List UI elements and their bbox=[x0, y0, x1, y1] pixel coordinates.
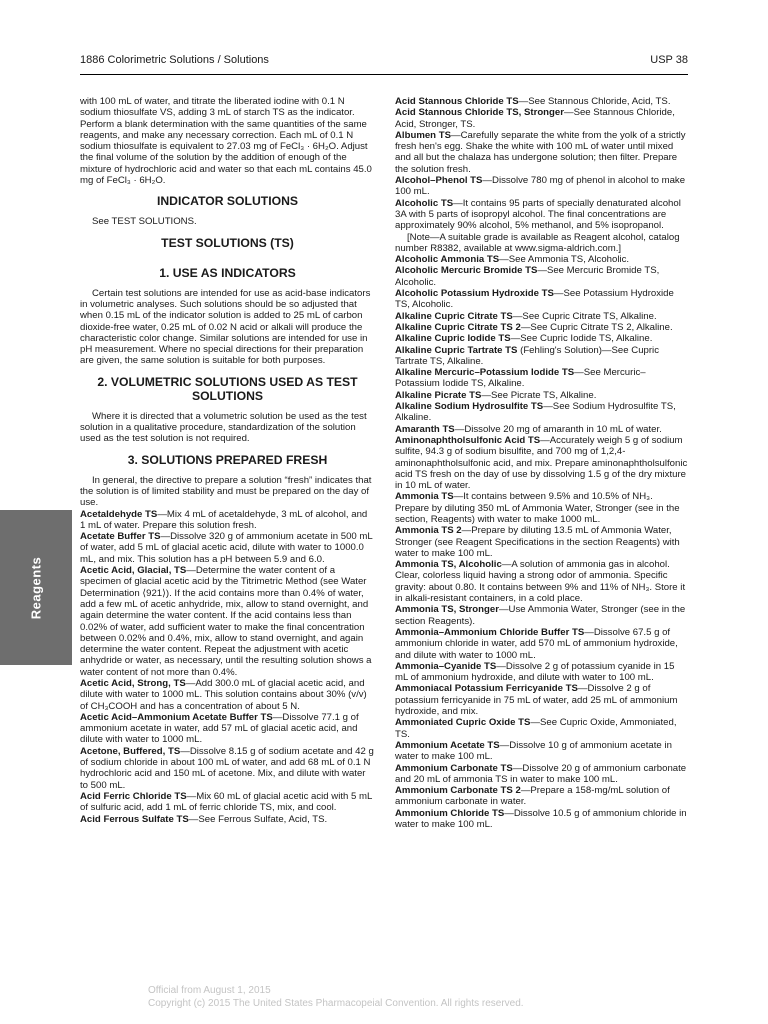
reagent-name: Ammonia–Ammonium Chloride Buffer TS bbox=[395, 626, 585, 638]
reagent-description: —See Cupric Iodide TS, Alkaline. bbox=[510, 333, 653, 345]
reagent-entry bbox=[395, 424, 688, 435]
reagent-entry bbox=[395, 683, 688, 717]
reagent-name: Alkaline Cupric Citrate TS 2 bbox=[395, 321, 521, 333]
body-paragraph: Where it is directed that a volumetric solution be used as the test solution in a qualitative procedure, standardization of the solution used as the test solution is not required. bbox=[80, 410, 367, 445]
reagent-description: —Dissolve 77.1 g of ammonium acetate in water, add 57 mL of glacial acetic acid, and dilute with water to 1000 mL. bbox=[80, 711, 359, 746]
body-paragraph: See TEST SOLUTIONS. bbox=[92, 216, 197, 228]
reagent-entry bbox=[395, 740, 688, 763]
reagent-entry bbox=[395, 322, 688, 333]
section-heading: 1. USE AS INDICATORS bbox=[159, 265, 296, 280]
reagent-description: —Prepare a 158-mg/mL solution of ammonium carbonate in water. bbox=[395, 785, 670, 808]
reagent-name: Acid Ferric Chloride TS bbox=[80, 790, 187, 802]
reagent-name: Ammonium Acetate TS bbox=[395, 739, 500, 751]
section-heading: TEST SOLUTIONS (TS) bbox=[161, 235, 294, 250]
reagent-name: Ammoniacal Potassium Ferricyanide TS bbox=[395, 683, 578, 695]
reagent-entry bbox=[395, 525, 688, 559]
reagent-description: —See Mercuric Bromide TS, Alcoholic. bbox=[395, 265, 660, 288]
reagent-entry bbox=[395, 763, 688, 786]
reagent-description: —Add 300.0 mL of glacial acetic acid, and dilute with water to 1000 mL. This solution contains about 30% (v/v) of CH₃COOH and has a concentration of about 5 N. bbox=[80, 677, 367, 712]
reagent-name: Alcoholic Potassium Hydroxide TS bbox=[395, 288, 554, 300]
reagent-name: Alkaline Picrate TS bbox=[395, 389, 482, 401]
reagent-description: —Mix 4 mL of acetaldehyde, 3 mL of alcohol, and 1 mL of water. Prepare this solution fresh. bbox=[80, 508, 368, 531]
reagent-name: Acetic Acid, Strong, TS bbox=[80, 677, 186, 689]
reagent-entry bbox=[395, 333, 688, 344]
reagent-description: —See Stannous Chloride, Acid, TS. bbox=[518, 96, 671, 107]
reagent-name: Alkaline Cupric Tartrate TS bbox=[395, 344, 518, 356]
reagent-description: —See Potassium Hydroxide TS, Alcoholic. bbox=[395, 288, 674, 311]
reagent-description: —See Picrate TS, Alkaline. bbox=[481, 389, 597, 401]
reagent-name: Alcoholic TS bbox=[395, 197, 454, 209]
publication-label: USP 38 bbox=[650, 54, 688, 66]
reagent-name: Acid Stannous Chloride TS, Stronger bbox=[395, 107, 564, 119]
reagent-entry bbox=[395, 401, 688, 424]
reagent-description: —Dissolve 10.5 g of ammonium chloride in water to make 100 mL. bbox=[395, 807, 687, 830]
reagent-entry bbox=[395, 311, 688, 322]
reagent-description: —Determine the water content of a specimen of glacial acetic acid by the Titrimetric Method (see Water Determination ⟨921⟩). If the acid contains more than 0.4% of water, add a few mL of acetic anhydride, mix, allow to stand overnight, and again determine the water content. If the acid contains less than 0.02% of water, add sufficient water to make the final concentration between 0.02% and 0.4%, mix, allow to stand overnight, and again determine the water content. Repeat the adjustment with acetic anhydride or water, as necessary, until the resulting solution shows a water content of not more than 0.4%. bbox=[80, 565, 372, 678]
reagent-name: Ammoniated Cupric Oxide TS bbox=[395, 717, 531, 729]
reagent-entry bbox=[80, 791, 375, 814]
reagent-description: —Mix 60 mL of glacial acetic acid with 5 mL of sulfuric acid, add 1 mL of ferric chloride TS, mix, and cool. bbox=[80, 790, 372, 814]
body-paragraph: [Note—A suitable grade is available as Reagent alcohol, catalog number R8382, available at www.sigma-aldrich.com.] bbox=[395, 231, 680, 254]
reagent-description: —Dissolve 20 mg of amaranth in 10 mL of water. bbox=[454, 423, 662, 435]
reagent-entry bbox=[395, 265, 688, 288]
reagent-entry bbox=[395, 345, 688, 368]
reagent-name: Alcoholic Ammonia TS bbox=[395, 254, 500, 266]
body-paragraph: In general, the directive to prepare a solution “fresh” indicates that the solution is of limited stability and must be prepared on the day of use. bbox=[80, 474, 372, 509]
reagent-name: Alcohol–Phenol TS bbox=[395, 175, 483, 187]
reagent-entry bbox=[80, 531, 375, 565]
reagent-name: Aminonaphtholsulfonic Acid TS bbox=[395, 434, 541, 446]
reagent-description: —A solution of ammonia gas in alcohol. Clear, colorless liquid having a strong odor of ammonia. Specific gravity: about 0.80. It contains between 9% and 11% of NH₃. Store it in alkali-resistant containers, in a cold place. bbox=[395, 559, 686, 605]
reagent-description: —Accurately weigh 5 g of sodium sulfite, 94.3 g of sodium bisulfite, and 700 mg of 1,2,4-aminonaphtholsulfonic acid, and mix. Prepare aminonaphtholsulfonic acid TS fresh on the day of use by dissolving 1.5 g of the dry mixture in 10 mL of water. bbox=[395, 434, 688, 492]
reagent-entry bbox=[395, 661, 688, 684]
reagent-name: Alkaline Cupric Citrate TS bbox=[395, 310, 513, 322]
reagent-name: Ammonium Carbonate TS 2 bbox=[395, 785, 521, 797]
reagent-entry bbox=[80, 814, 375, 825]
reagent-name: Alkaline Sodium Hydrosulfite TS bbox=[395, 401, 544, 413]
reagent-entry bbox=[395, 627, 688, 661]
section-heading: 2. VOLUMETRIC SOLUTIONS USED AS TEST SOLUTIONS bbox=[97, 374, 358, 403]
reagent-entry bbox=[395, 367, 688, 390]
reagent-name: Ammonia TS bbox=[395, 491, 454, 503]
reagent-description: —Dissolve 8.15 g of sodium acetate and 42 g of sodium chloride in about 100 mL of water, and add 68 mL of 0.1 N hydrochloric acid and 150 mL of acetone. Mix, and dilute with water to 500 mL. bbox=[80, 745, 374, 791]
reagent-description: —Dissolve 20 g of ammonium carbonate and 20 mL of ammonia TS in water to make 100 mL. bbox=[395, 762, 687, 785]
reagent-name: Ammonia TS, Stronger bbox=[395, 604, 499, 616]
reagent-description: —See Sodium Hydrosulfite TS, Alkaline. bbox=[395, 401, 676, 424]
reagent-name: Acetone, Buffered, TS bbox=[80, 745, 181, 757]
reagent-entry bbox=[395, 785, 688, 808]
reagent-name: Acetaldehyde TS bbox=[80, 508, 158, 520]
reagent-name: Acid Ferrous Sulfate TS bbox=[80, 813, 189, 825]
reagent-name: Albumen TS bbox=[395, 129, 451, 141]
reagent-name: Alkaline Cupric Iodide TS bbox=[395, 333, 511, 345]
reagent-description: —See Ammonia TS, Alcoholic. bbox=[499, 254, 630, 266]
reagent-name: Acetic Acid–Ammonium Acetate Buffer TS bbox=[80, 711, 273, 723]
section-tab-label: Reagents bbox=[28, 556, 44, 619]
reagent-entry bbox=[395, 559, 688, 604]
reagent-entry bbox=[395, 390, 688, 401]
reagent-entry bbox=[80, 509, 375, 532]
reagent-name: Ammonia–Cyanide TS bbox=[395, 660, 497, 672]
footer bbox=[148, 984, 524, 1010]
running-head: 1886 Colorimetric Solutions / Solutions bbox=[80, 54, 269, 66]
reagent-description: —It contains between 9.5% and 10.5% of NH₃. Prepare by diluting 350 mL of Ammonia Water, Stronger (see in the section, Reagents) with water to make 1000 mL. bbox=[395, 491, 680, 525]
reagent-entry bbox=[80, 746, 375, 791]
reagent-name: Acid Stannous Chloride TS bbox=[395, 96, 519, 107]
reagent-name: Acetate Buffer TS bbox=[80, 531, 161, 543]
reagent-name: Alkaline Mercuric–Potassium Iodide TS bbox=[395, 367, 575, 379]
reagent-description: —Dissolve 2 g of potassium cyanide in 15 mL of ammonium hydroxide, and dilute with water to 100 mL. bbox=[395, 660, 675, 684]
body-paragraph: Certain test solutions are intended for use as acid-base indicators in volumetric analyses. Such solutions should be so adjusted that when 0.15 mL of the indicator solution is added to 25 mL of carbon dioxide-free water, 0.25 mL of 0.02 N acid or alkali will produce the characteristic color change. Similar solutions are intended for use in pH measurement. Where no special directions for their preparation are given, the same solution is suitable for both purposes. bbox=[80, 287, 371, 367]
reagent-name: Ammonium Chloride TS bbox=[395, 807, 505, 819]
reagent-entry bbox=[395, 435, 688, 491]
reagent-entry bbox=[395, 288, 688, 311]
left-column bbox=[80, 96, 375, 825]
footer-copyright: Copyright (c) 2015 The United States Pharmacopeial Convention. All rights reserved. bbox=[148, 998, 524, 1009]
section-heading: 3. SOLUTIONS PREPARED FRESH bbox=[127, 452, 328, 467]
reagent-name: Ammonia TS, Alcoholic bbox=[395, 559, 502, 571]
reagent-entry bbox=[80, 678, 375, 712]
reagent-entry bbox=[395, 96, 688, 107]
reagent-entry bbox=[395, 808, 688, 831]
reagent-description: —See Mercuric–Potassium Iodide TS, Alkaline. bbox=[395, 367, 646, 390]
reagent-entry bbox=[395, 175, 688, 198]
reagent-entry bbox=[395, 254, 688, 265]
section-heading: INDICATOR SOLUTIONS bbox=[156, 194, 299, 209]
reagent-description: —See Cupric Citrate TS, Alkaline. bbox=[512, 310, 657, 322]
reagent-name: Amaranth TS bbox=[395, 423, 455, 435]
reagent-description: —See Ferrous Sulfate, Acid, TS. bbox=[188, 813, 328, 825]
section-tab bbox=[0, 510, 72, 665]
right-column bbox=[395, 96, 688, 830]
reagent-entry bbox=[80, 712, 375, 746]
reagent-entry bbox=[395, 130, 688, 175]
reagent-description: —See Cupric Citrate TS 2, Alkaline. bbox=[520, 321, 673, 333]
footer-official-date: Official from August 1, 2015 bbox=[148, 985, 271, 996]
reagent-entry bbox=[395, 604, 688, 627]
reagent-entry bbox=[395, 717, 688, 740]
reagent-description: (Fehling's Solution)—See Cupric Tartrate TS, Alkaline. bbox=[395, 344, 659, 367]
reagent-description: —Carefully separate the white from the yolk of a strictly fresh hen's egg. Shake the white with 100 mL of water until mixed and all but the chalaza has undergone solution; then filter. Prepare the solution fresh. bbox=[395, 129, 686, 175]
reagent-description: —Dissolve 10 g of ammonium acetate in water to make 100 mL. bbox=[395, 739, 672, 763]
reagent-name: Acetic Acid, Glacial, TS bbox=[80, 565, 187, 577]
reagent-description: —Use Ammonia Water, Stronger (see in the section Reagents). bbox=[395, 604, 686, 627]
reagent-description: —Dissolve 320 g of ammonium acetate in 500 mL of water, add 5 mL of glacial acetic acid, dilute with water to 1000.0 mL, and mix. This solution has a pH between 5.9 and 6.0. bbox=[80, 531, 373, 565]
reagent-description: —Prepare by diluting 13.5 mL of Ammonia Water, Stronger (see Reagent Specifications in the section Reagents) with water to make 100 mL. bbox=[395, 525, 680, 559]
reagent-description: —See Stannous Chloride, Acid, Stronger, TS. bbox=[395, 107, 675, 130]
reagent-description: —It contains 95 parts of specially denaturated alcohol 3A with 5 parts of isopropyl alcohol. The final concentrations are approximately 90% alcohol, 5% methanol, and 5% isopropanol. bbox=[395, 197, 681, 232]
header-rule bbox=[80, 74, 688, 75]
reagent-name: Ammonium Carbonate TS bbox=[395, 762, 513, 774]
reagent-description: —Dissolve 2 g of potassium ferricyanide in 75 mL of water, add 25 mL of ammonium hydroxide, and mix. bbox=[395, 683, 678, 718]
reagent-description: —See Cupric Oxide, Ammoniated, TS. bbox=[395, 717, 677, 740]
reagent-entry bbox=[395, 491, 688, 525]
reagent-entry bbox=[395, 107, 688, 130]
reagent-description: —Dissolve 780 mg of phenol in alcohol to make 100 mL. bbox=[395, 175, 686, 198]
reagent-entry bbox=[80, 565, 375, 678]
body-paragraph: with 100 mL of water, and titrate the liberated iodine with 0.1 N sodium thiosulfate VS, adding 3 mL of starch TS as the indicator. Perform a blank determination with the same quantities of the same reagents, and make any necessary correction. Each mL of 0.1 N sodium thiosulfate is equivalent to 27.03 mg of FeCl₃ · 6H₂O. Adjust the final volume of the solution by the addition of enough of the mixture of hydrochloric acid and water so that each mL contains 45.0 mg of FeCl₃ · 6H₂O. bbox=[80, 96, 372, 187]
reagent-entry bbox=[395, 198, 688, 232]
page-header bbox=[80, 54, 688, 72]
reagent-description: —Dissolve 67.5 g of ammonium chloride in water, add 570 mL of ammonium hydroxide, and dilute with water to 1000 mL. bbox=[395, 626, 678, 661]
reagent-name: Alcoholic Mercuric Bromide TS bbox=[395, 265, 538, 277]
reagent-name: Ammonia TS 2 bbox=[395, 525, 462, 537]
